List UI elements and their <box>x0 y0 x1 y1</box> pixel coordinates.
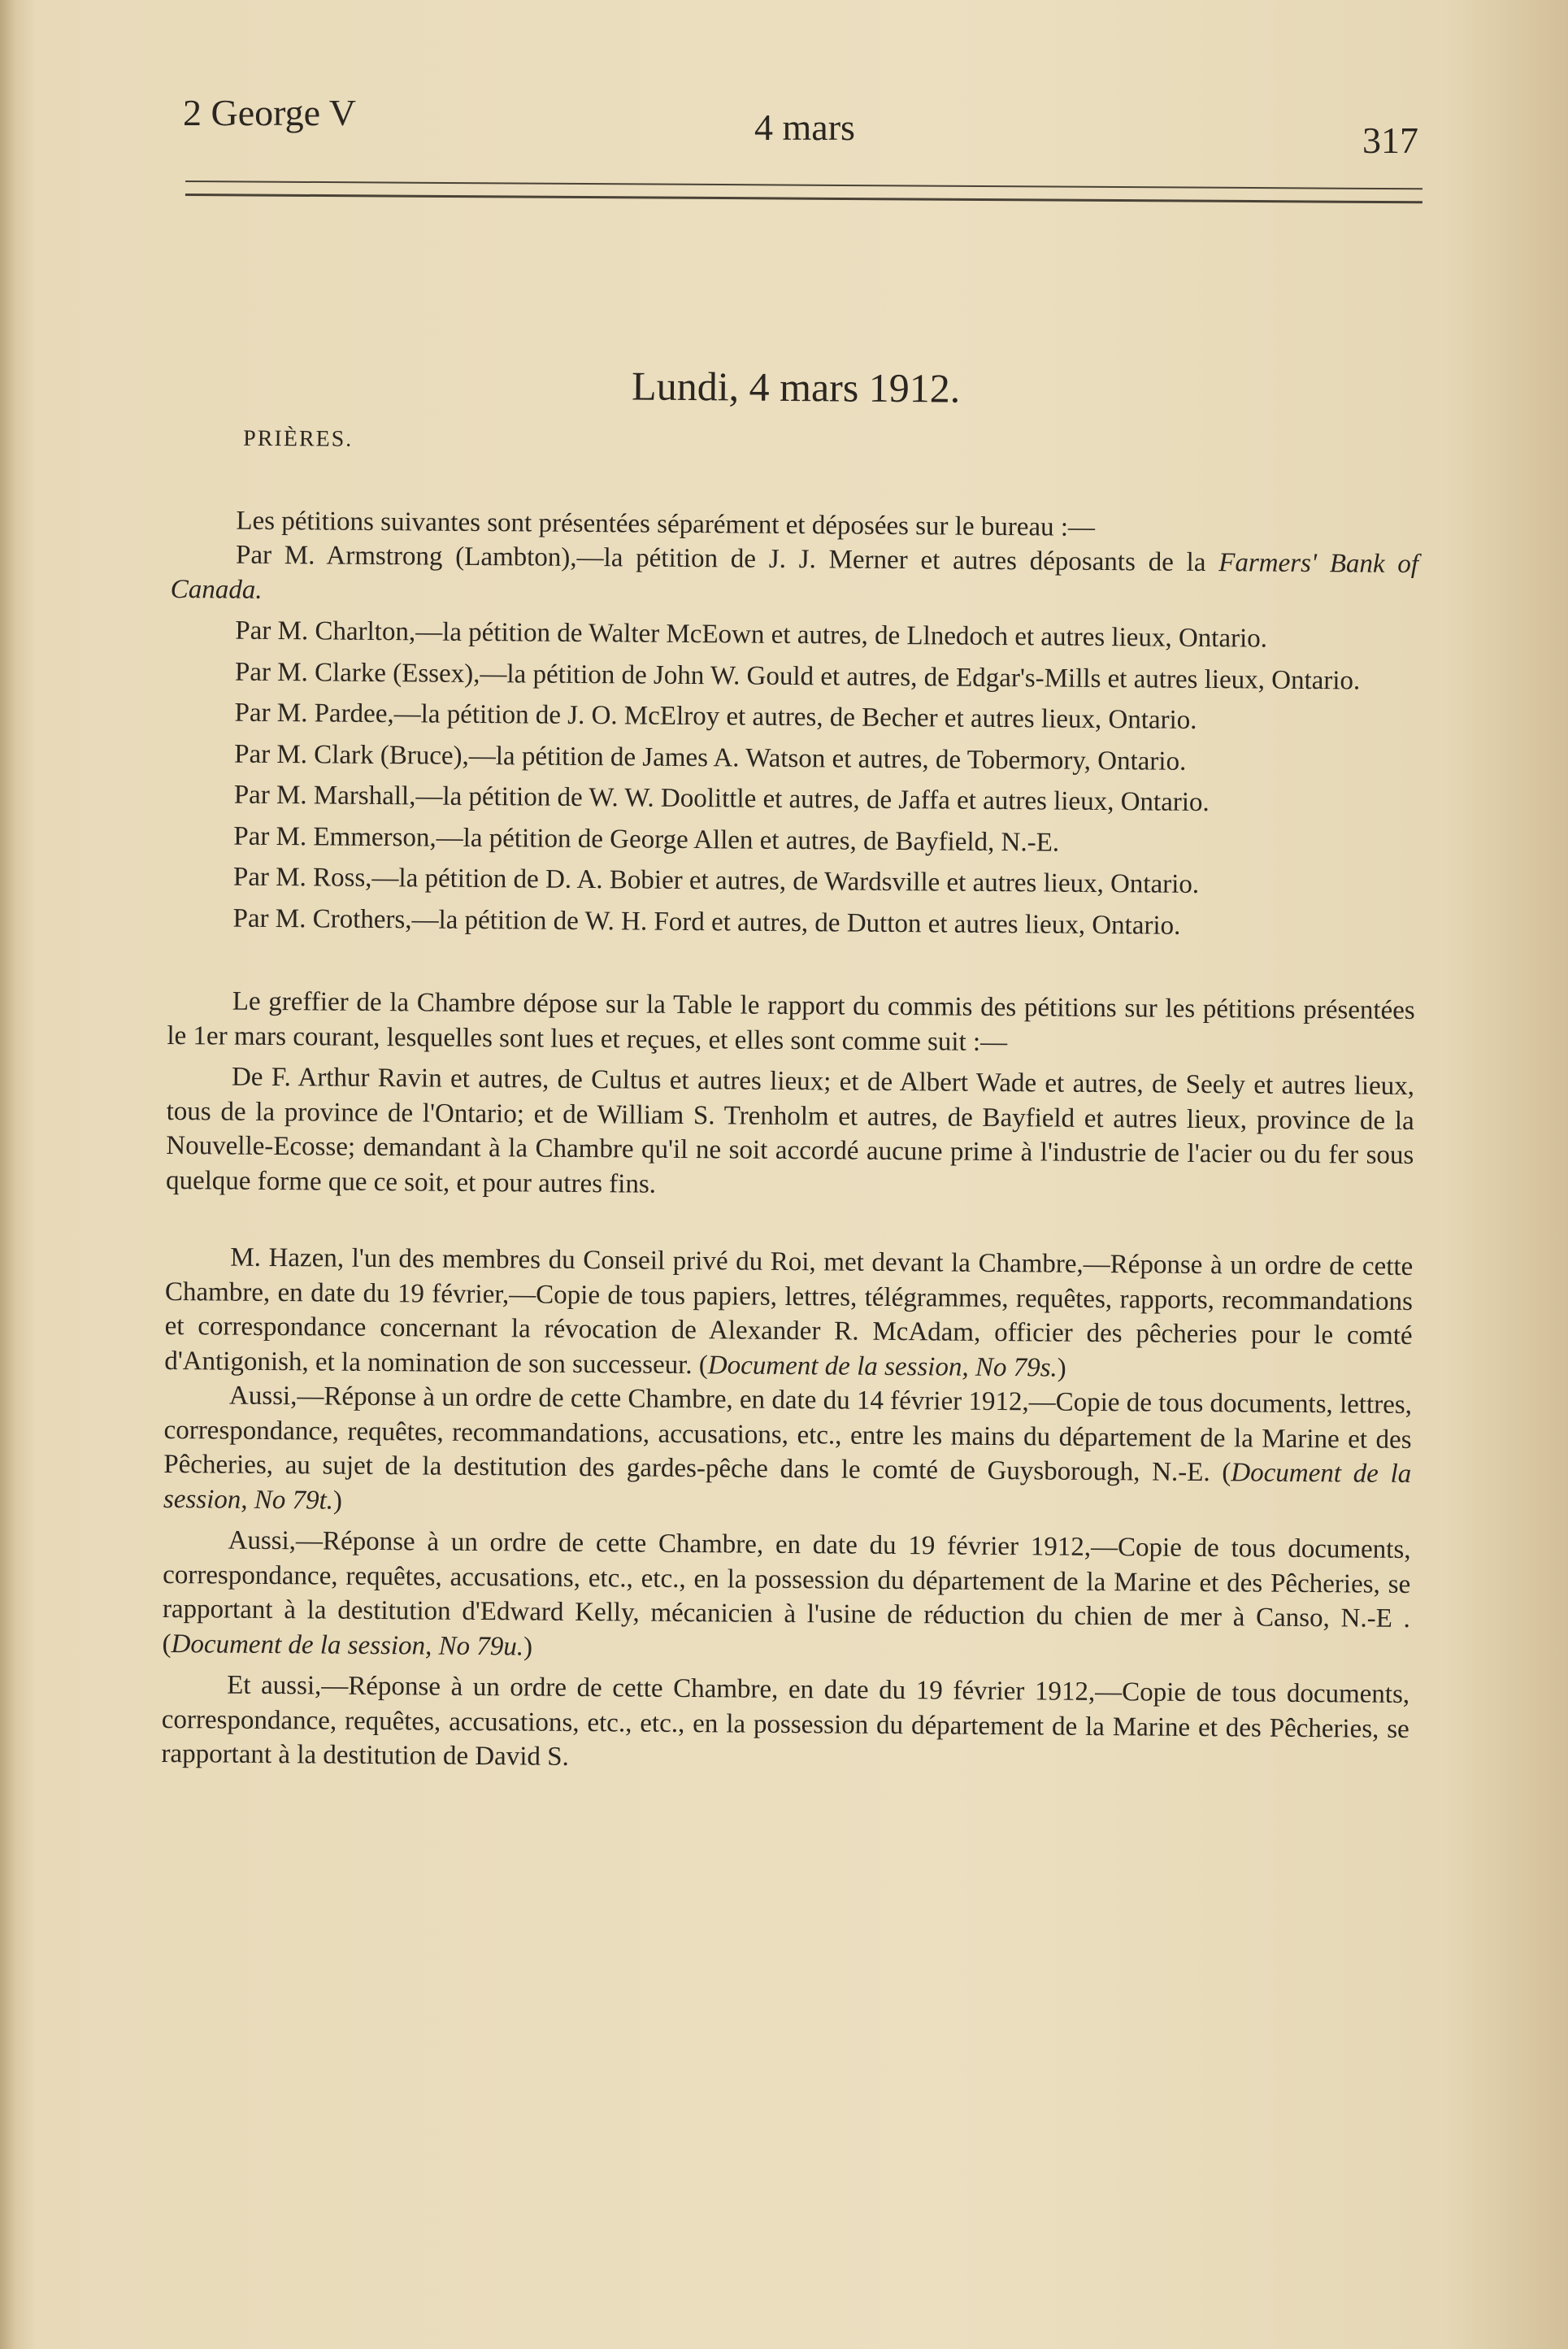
clerk-report-petition: De F. Arthur Ravin et autres, de Cultus et autres lieux; et de Albert Wade et autres, de Seely et autres lieux, tous de la province de l'Ontario; et de William S. Trenholm et autres, de Bayfield et autres lieux, province de la Nouvelle-Ecosse; demandant à la Chambre qu'il ne soit accordé aucune prime à l'industrie de l'acier ou du fer sous quelque forme que ce soit, et pour autres fins. <box>165 1062 1415 1199</box>
petition-item: Par M. Clark (Bruce),—la pétition de James A. Watson et autres, de Tobermory, Ontario. <box>234 739 1187 776</box>
return-item: Et aussi,—Réponse à un ordre de cette Chambre, en date du 19 février 1912,—Copie de tous documents, correspondance, requêtes, accusations, etc., etc., en la possession du département de la Marine et des Pêcheries, se rapportant à la destitution de David S. <box>161 1670 1410 1772</box>
journal-body <box>161 358 1420 1781</box>
petition-item <box>171 537 1419 616</box>
clerk-report-intro: Le greffier de la Chambre dépose sur la Table le rapport du commis des pétitions sur les pétitions présentées le 1er mars courant, lesquelles sont lues et reçues, et elles sont comme suit :— <box>167 986 1415 1057</box>
return-text: Aussi,—Réponse à un ordre de cette Chambre, en date du 19 février 1912,—Copie de tous documents, correspondance, requêtes, accusations, etc., etc., en la possession du département de la Marine et des Pêcheries, se rapportant à la destitution d'Edward Kelly, mécanicien à l'usine de réduction du chien de mer à Canso, N.-E . ( <box>162 1525 1411 1659</box>
return-paren: ) <box>523 1631 533 1662</box>
return-paren: ) <box>332 1486 343 1516</box>
return-document-ref: Document de la session, No 79u. <box>171 1629 524 1661</box>
return-text: Aussi,—Réponse à un ordre de cette Chambre, en date du 14 février 1912,—Copie de tous documents, lettres, correspondance, requêtes, recommandations, accusations, etc., entre les mains du département de la Marine et des Pêcheries, au sujet de la destitution des gardes-pêche dans le comté de Guysborough, N.-E. ( <box>163 1381 1413 1488</box>
return-text: M. Hazen, l'un des membres du Conseil privé du Roi, met devant la Chambre,—Réponse à un ordre de cette Chambre, en date du 19 février,—Copie de tous papiers, lettres, télégrammes, requêtes, rapports, recommandations et correspondance concernant la révocation de Alexander R. McAdam, officier des pêcheries pour le comté d'Antigonish, et la nomination de son successeur. ( <box>164 1242 1414 1380</box>
header-rule <box>185 181 1422 203</box>
petition-item: Par M. Clarke (Essex),—la pétition de John W. Gould et autres, de Edgar's-Mills et autres lieux, Ontario. <box>234 657 1361 695</box>
header-reign: 2 George V <box>183 92 356 133</box>
running-header <box>183 91 1427 161</box>
petition-item: Par M. Charlton,—la pétition de Walter McEown et autres, de Llnedoch et autres lieux, Ontario. <box>235 616 1268 654</box>
petitions-section <box>167 502 1418 945</box>
return-item <box>162 1523 1410 1671</box>
petition-bank-name: Farmers' Bank of Canada. <box>170 548 1419 605</box>
clerk-report-section <box>166 984 1415 1207</box>
petition-item: Par M. Emmerson,—la pétition de George Allen et autres, de Bayfield, N.-E. <box>233 821 1060 858</box>
petition-item: Par M. Marshall,—la pétition de W. W. Doolittle et autres, de Jaffa et autres lieux, Ontario. <box>233 780 1210 818</box>
prayers-heading: PRIÈRES. <box>243 425 354 452</box>
petitions-intro: Les pétitions suivantes sont présentées séparément et déposées sur le bureau :— <box>236 506 1096 542</box>
return-item <box>163 1378 1412 1526</box>
return-paren: ) <box>1057 1353 1066 1383</box>
sitting-date-title: Lundi, 4 mars 1912. <box>631 363 961 411</box>
petition-item: Par M. Pardee,—la pétition de J. O. McElroy et autres, de Becher et autres lieux, Ontario. <box>234 698 1197 735</box>
page-number: 317 <box>1362 120 1418 161</box>
petition-item: Par M. Ross,—la pétition de D. A. Bobier et autres, de Wardsville et autres lieux, Ontario. <box>232 862 1200 899</box>
return-document-ref: Document de la session, No 79s. <box>707 1350 1058 1383</box>
header-date: 4 mars <box>754 107 855 148</box>
return-item <box>164 1240 1413 1388</box>
return-document-ref: Document de la session, No 79t. <box>163 1458 1412 1516</box>
petition-text: Par M. Armstrong (Lambton),—la pétition de J. J. Merner et autres déposants de la <box>235 540 1219 578</box>
petition-item: Par M. Crothers,—la pétition de W. H. Ford et autres, de Dutton et autres lieux, Ontario. <box>232 903 1181 941</box>
returns-section <box>161 1240 1413 1781</box>
